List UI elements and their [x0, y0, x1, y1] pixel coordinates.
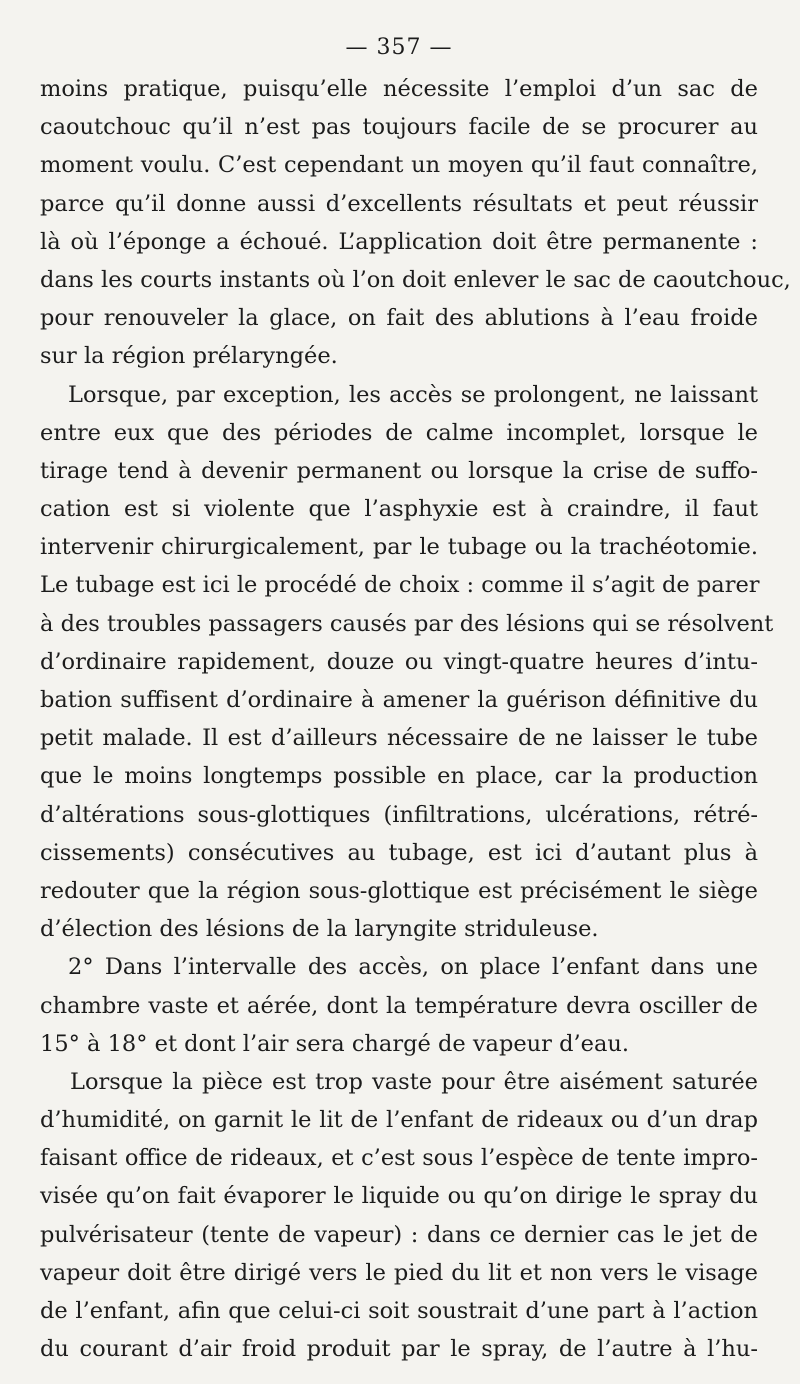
text-line: d’ordinaire rapidement, douze ou vingt-quatre heures d’intu- — [40, 648, 758, 675]
text-line: 2° Dans l’intervalle des accès, on place l’enfant dans une — [68, 954, 758, 981]
text-line: du courant d’air froid produit par le spray, de l’autre à l’hu- — [40, 1336, 758, 1363]
text-line: redouter que la région sous-glottique est précisément le siège — [40, 877, 758, 904]
text-line: cissements) consécutives au tubage, est ici d’autant plus à — [40, 839, 758, 866]
text-line: cation est si violente que l’asphyxie est à craindre, il faut — [40, 496, 758, 523]
text-line: petit malade. Il est d’ailleurs nécessaire de ne laisser le tube — [40, 725, 758, 752]
text-line: Lorsque la pièce est trop vaste pour être aisément saturée — [70, 1068, 758, 1095]
text-line: tirage tend à devenir permanent ou lorsque la crise de suffo- — [40, 457, 758, 484]
text-line: d’altérations sous-glottiques (infiltrations, ulcérations, rétré- — [40, 801, 758, 828]
text-line: entre eux que des périodes de calme incomplet, lorsque le — [40, 419, 758, 446]
text-line: sur la région prélaryngée. — [40, 343, 338, 370]
text-line: là où l’éponge a échoué. L’application doit être permanente : — [40, 228, 758, 255]
text-line: parce qu’il donne aussi d’excellents résultats et peut réussir — [40, 190, 758, 217]
text-line: caoutchouc qu’il n’est pas toujours facile de se procurer au — [40, 114, 758, 141]
text-line: Le tubage est ici le procédé de choix : comme il s’agit de parer — [40, 572, 760, 599]
text-line: d’élection des lésions de la laryngite striduleuse. — [40, 916, 599, 943]
text-line: pulvérisateur (tente de vapeur) : dans ce dernier cas le jet de — [40, 1221, 758, 1248]
text-line: d’humidité, on garnit le lit de l’enfant de rideaux ou d’un drap — [40, 1107, 758, 1134]
text-line: dans les courts instants où l’on doit enlever le sac de caoutchouc, — [40, 266, 791, 293]
text-line: Lorsque, par exception, les accès se prolongent, ne laissant — [68, 381, 758, 408]
text-line: intervenir chirurgicalement, par le tubage ou la trachéotomie. — [40, 534, 758, 561]
text-line: pour renouveler la glace, on fait des ablutions à l’eau froide — [40, 305, 758, 332]
text-line: visée qu’on fait évaporer le liquide ou qu’on dirige le spray du — [40, 1183, 758, 1210]
text-line: 15° à 18° et dont l’air sera chargé de vapeur d’eau. — [40, 1030, 629, 1057]
body-text — [40, 70, 791, 1368]
text-line: moment voulu. C’est cependant un moyen qu’il faut connaître, — [40, 152, 758, 179]
text-line: que le moins longtemps possible en place, car la production — [40, 763, 758, 790]
page-number: — 357 — — [345, 35, 453, 60]
text-line: chambre vaste et aérée, dont la température devra osciller de — [40, 992, 758, 1019]
text-line: bation suffisent d’ordinaire à amener la guérison définitive du — [40, 687, 758, 713]
text-line: vapeur doit être dirigé vers le pied du lit et non vers le visage — [40, 1259, 758, 1286]
text-line: faisant office de rideaux, et c’est sous l’espèce de tente impro- — [40, 1145, 758, 1172]
text-line: de l’enfant, afin que celui-ci soit soustrait d’une part à l’action — [40, 1298, 758, 1324]
text-line: à des troubles passagers causés par des lésions qui se résolvent — [40, 610, 774, 637]
text-line: moins pratique, puisqu’elle nécessite l’emploi d’un sac de — [40, 76, 758, 102]
